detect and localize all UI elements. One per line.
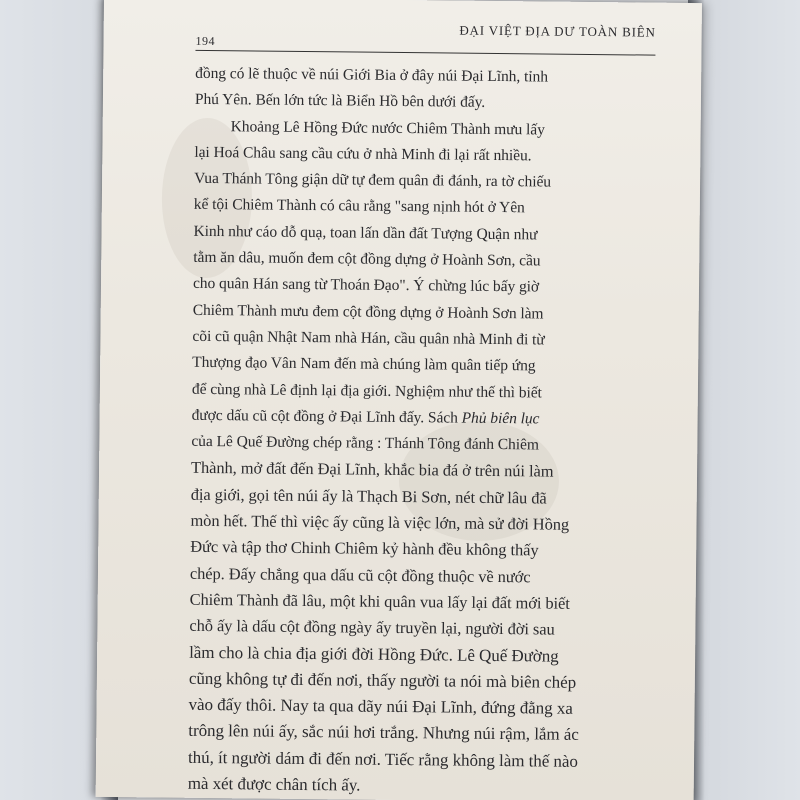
text-line: lại Hoá Châu sang cầu cứu ở nhà Minh đi lại rất nhiều. [194, 143, 532, 165]
page-content [188, 16, 656, 800]
text-line: cõi cũ quận Nhật Nam nhà Hán, cầu quân nhà Minh đi từ [192, 327, 545, 349]
book-page [96, 0, 702, 800]
text-line: Phú Yên. Bến lớn tức là Biển Hồ bên dưới đấy. [194, 91, 486, 112]
text-line: Chiêm Thành mưu đem cột đồng dựng ở Hoành Sơn làm [192, 301, 544, 323]
text-line: mòn hết. Thế thì việc ấy cũng là việc lớn, mà sử đời Hồng [190, 510, 570, 534]
running-title: ĐẠI VIỆT ĐỊA DƯ TOÀN BIÊN [459, 22, 656, 40]
text-line: Kinh như cáo dỗ quạ, toan lấn dần đất Tượng Quận như [193, 222, 538, 244]
text-line: chép. Đấy chẳng qua dấu cũ cột đồng thuộc về nước [189, 563, 531, 587]
text-line: Vua Thánh Tông giận dữ tự đem quân đi đánh, ra tờ chiếu [194, 170, 552, 191]
body-text [188, 61, 656, 800]
book-title-italic: Phủ biên lục [461, 409, 540, 428]
text-line: kể tội Chiêm Thành có câu rằng "sang nịnh hót ở Yên [193, 196, 525, 217]
text-line: cho quân Hán sang từ Thoán Đạo". Ý chừng lúc bấy giờ [192, 275, 540, 296]
text-line: lầm cho là chia địa giới đời Hồng Đức. Lê Quế Đường [189, 642, 559, 666]
text-line: cũng không tự đi đến nơi, thấy người ta nói mà biên chép [188, 668, 577, 692]
paragraph-start-line: Khoảng Lê Hồng Đức nước Chiêm Thành mưu lấy [230, 117, 545, 139]
page-header [195, 16, 655, 56]
text-line: Chiêm Thành đã lâu, một khi quân vua lấy lại đất mới biết [189, 589, 570, 613]
text-line: địa giới, gọi tên núi ấy là Thạch Bi Sơn, nét chữ lâu đã [190, 484, 547, 508]
text-line: thú, ít người dám đi đến nơi. Tiếc rằng không làm thế nào [187, 747, 578, 771]
text-line: vào đấy thôi. Nay ta qua dãy núi Đại Lĩnh, đứng đằng xa [188, 694, 573, 718]
background-right [688, 0, 800, 800]
page-number: 194 [195, 33, 216, 49]
text-line: trông lên núi ấy, sắc núi hơi trắng. Nhưng núi rậm, lắm ác [188, 721, 579, 745]
text-line: chỗ ấy là dấu cột đồng ngày ấy truyền lại, người đời sau [189, 616, 555, 639]
text-line: của Lê Quế Đường chép rằng : Thánh Tông đánh Chiêm [191, 432, 539, 454]
text-line: mà xét được chân tích ấy. [187, 773, 361, 795]
text-line: đồng có lẽ thuộc về núi Giới Bia ở đây núi Đại Lĩnh, tỉnh [195, 64, 549, 86]
text-line: tằm ăn dâu, muốn đem cột đồng dựng ở Hoành Sơn, cầu [193, 248, 541, 270]
text-line: để cùng nhà Lê định lại địa giới. Nghiệm như thế thì biết [191, 380, 542, 402]
text-line: Thành, mở đất đến Đại Lĩnh, khắc bia đá ở trên núi làm [190, 458, 554, 482]
text-line: Đức và tập thơ Chinh Chiêm kỷ hành đều không thấy [190, 537, 539, 560]
text-line: Thượng đạo Vân Nam đến mà chúng làm quân tiếp ứng [192, 354, 536, 375]
text-segment: được dấu cũ cột đồng ở Đại Lĩnh đấy. Sách [191, 406, 462, 427]
